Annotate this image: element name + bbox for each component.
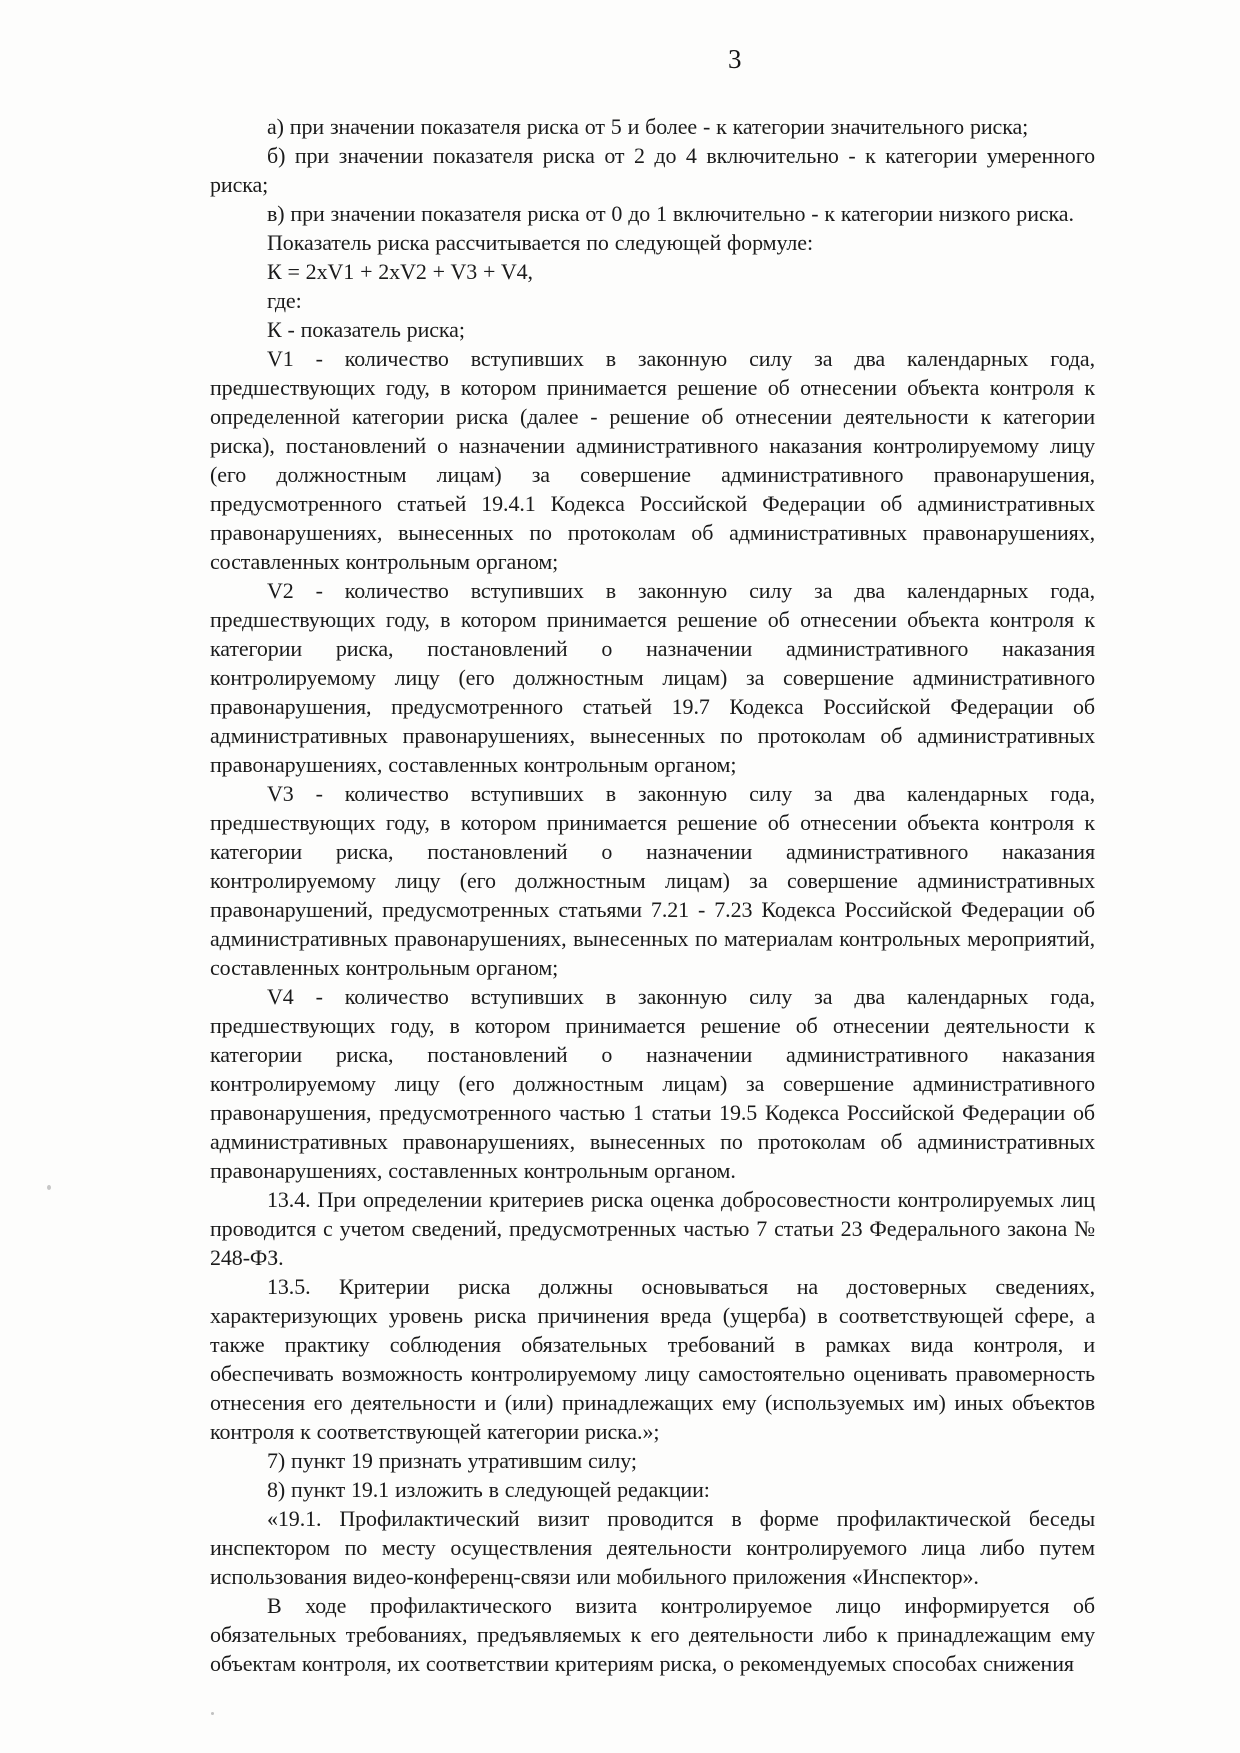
paragraph-k-definition: К - показатель риска; — [267, 317, 465, 342]
paragraph-formula: К = 2хV1 + 2хV2 + V3 + V4, — [267, 259, 533, 284]
paragraph-v3-definition: V3 - количество вступивших в законную силу за два календарных года, предшествующих году, в котором принимается решение об отнесении объекта контроля к категории риска, постановлений о назначении административного наказания контролируемому лицу (его должностным лицам) за совершение административных правонарушений, предусмотренных статьями 7.21 - 7.23 Кодекса Российской Федерации об административных правонарушениях, вынесенных по материалам контрольных мероприятий, составленных контрольным органом; — [210, 781, 1095, 980]
paragraph-formula-intro: Показатель риска рассчитывается по следующей формуле: — [267, 230, 813, 255]
paragraph-clause-13-5: 13.5. Критерии риска должны основываться на достоверных сведениях, характеризующих уровень риска причинения вреда (ущерба) в соответствующей сфере, а также практику соблюдения обязательных требований в рамках вида контроля, и обеспечивать возможность контролируемому лицу самостоятельно оценивать правомерность отнесения его деятельности и (или) принадлежащих ему (используемых им) иных объектов контроля к соответствующей категории риска.»; — [210, 1274, 1095, 1444]
paragraph-v2-definition: V2 - количество вступивших в законную силу за два календарных года, предшествующих году, в котором принимается решение об отнесении объекта контроля к категории риска, постановлений о назначении административного наказания контролируемому лицу (его должностным лицам) за совершение административного правонарушения, предусмотренного статьей 19.7 Кодекса Российской Федерации об административных правонарушениях, вынесенных по протоколам об административных правонарушениях, составленных контрольным органом; — [210, 578, 1095, 777]
paragraph-item-7: 7) пункт 19 признать утратившим силу; — [267, 1448, 637, 1473]
page-number: 3 — [728, 44, 742, 74]
paragraph-v4-definition: V4 - количество вступивших в законную силу за два календарных года, предшествующих году, в котором принимается решение об отнесении деятельности к категории риска, постановлений о назначении административного наказания контролируемому лицу (его должностным лицам) за совершение административного правонарушения, предусмотренного частью 1 статьи 19.5 Кодекса Российской Федерации об административных правонарушениях, вынесенных по протоколам об административных правонарушениях, составленных контрольным органом. — [210, 984, 1095, 1183]
paragraph-clause-a: а) при значении показателя риска от 5 и более - к категории значительного риска; — [267, 114, 1029, 139]
paragraph-clause-b: б) при значении показателя риска от 2 до 4 включительно - к категории умеренного риска; — [210, 143, 1095, 197]
paragraph-item-8: 8) пункт 19.1 изложить в следующей редакции: — [267, 1477, 710, 1502]
paragraph-v1-definition: V1 - количество вступивших в законную силу за два календарных года, предшествующих году, в котором принимается решение об отнесении объекта контроля к определенной категории риска (далее - решение об отнесении деятельности к категории риска), постановлений о назначении административного наказания контролируемому лицу (его должностным лицам) за совершение административного правонарушения, предусмотренного статьей 19.4.1 Кодекса Российской Федерации об административных правонарушениях, вынесенных по протоколам об административных правонарушениях, составленных контрольным органом; — [210, 346, 1095, 574]
document-body — [210, 112, 1095, 1678]
paragraph-clause-v: в) при значении показателя риска от 0 до 1 включительно - к категории низкого риска. — [267, 201, 1074, 226]
scan-artifact-dot — [47, 1185, 51, 1190]
paragraph-formula-where: где: — [267, 288, 302, 313]
paragraph-clause-13-4: 13.4. При определении критериев риска оценка добросовестности контролируемых лиц проводится с учетом сведений, предусмотренных частью 7 статьи 23 Федерального закона № 248-ФЗ. — [210, 1187, 1095, 1270]
paragraph-preventive-visit: В ходе профилактического визита контролируемое лицо информируется об обязательных требованиях, предъявляемых к его деятельности либо к принадлежащим ему объектам контроля, их соответствии критериям риска, о рекомендуемых способах снижения — [210, 1593, 1095, 1676]
scan-artifact-dot — [211, 1712, 214, 1715]
paragraph-clause-19-1: «19.1. Профилактический визит проводится в форме профилактической беседы инспектором по месту осуществления деятельности контролируемого лица либо путем использования видео-конференц-связи или мобильного приложения «Инспектор». — [210, 1506, 1095, 1589]
